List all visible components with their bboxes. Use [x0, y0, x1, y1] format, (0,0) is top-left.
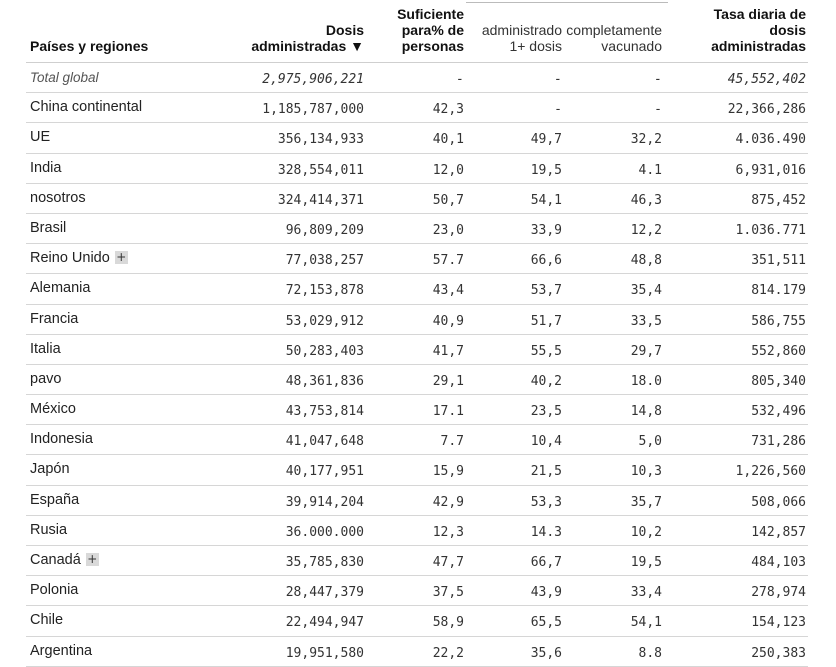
country-label: Reino Unido	[30, 250, 110, 267]
table-row	[26, 637, 808, 667]
country-label: Rusia	[30, 521, 68, 538]
row-one-dose: 51,7	[530, 313, 562, 329]
row-doses: 72,153,878	[285, 283, 364, 299]
table-header	[26, 0, 808, 63]
row-daily: 351,511	[751, 253, 806, 269]
row-name	[30, 522, 67, 539]
header-daily[interactable]: Tasa diaria de dosis administradas	[711, 6, 806, 54]
row-pct: 40,9	[432, 313, 464, 329]
country-label: India	[30, 159, 62, 176]
row-doses: 39,914,204	[285, 494, 364, 510]
country-label: nosotros	[30, 189, 86, 206]
country-label: Polonia	[30, 582, 79, 599]
row-fully: 8.8	[638, 645, 662, 661]
row-fully: 35,7	[630, 494, 662, 510]
row-one-dose: 43,9	[530, 585, 562, 601]
row-one-dose: 23,5	[530, 404, 562, 420]
row-pct: 15,9	[432, 464, 464, 480]
header-fully[interactable]: completamente vacunado	[566, 22, 662, 54]
row-doses: 22,494,947	[285, 615, 364, 631]
row-name	[30, 190, 86, 207]
row-name	[30, 371, 61, 388]
row-doses: 53,029,912	[285, 313, 364, 329]
row-name	[30, 401, 76, 418]
row-pct: 7.7	[440, 434, 464, 450]
row-one-dose: 66,6	[530, 253, 562, 269]
row-pct: 57.7	[432, 253, 464, 269]
row-doses: 43,753,814	[285, 404, 364, 420]
country-label: Chile	[30, 612, 64, 629]
row-one-dose: -	[554, 102, 562, 118]
country-label: Argentina	[30, 642, 93, 659]
row-pct: -	[456, 72, 464, 87]
row-name	[30, 160, 61, 177]
row-name	[30, 461, 70, 478]
sort-down-icon: ▼	[350, 38, 364, 54]
row-daily: 552,860	[751, 343, 806, 359]
row-one-dose: 33,9	[530, 222, 562, 238]
row-name	[30, 552, 99, 569]
row-fully: 12,2	[630, 222, 662, 238]
country-label: pavo	[30, 370, 62, 387]
row-doses: 35,785,830	[285, 555, 364, 570]
row-one-dose: 35,6	[530, 645, 562, 661]
country-label: Brasil	[30, 219, 67, 236]
row-daily: 22,366,286	[727, 102, 806, 118]
country-label: Japón	[30, 461, 70, 478]
row-doses: 40,177,951	[285, 464, 364, 480]
row-one-dose: 53,3	[530, 494, 562, 510]
row-pct: 29,1	[432, 373, 464, 389]
row-pct: 43,4	[432, 283, 464, 299]
row-daily: 250,383	[751, 645, 806, 661]
row-name	[30, 612, 63, 629]
table-row	[26, 365, 808, 395]
row-pct: 22,2	[432, 645, 464, 661]
country-label: UE	[30, 129, 51, 146]
row-daily: 6,931,016	[735, 162, 806, 178]
header-one-dose[interactable]: administrado 1+ dosis	[481, 22, 562, 54]
table-row	[26, 305, 808, 335]
row-doses: 77,038,257	[285, 253, 364, 269]
row-doses: 324,414,371	[277, 192, 364, 208]
row-pct: 41,7	[432, 343, 464, 359]
row-daily: 4.036.490	[735, 132, 806, 148]
row-daily: 586,755	[751, 313, 806, 329]
row-fully: 5,0	[638, 434, 662, 450]
row-one-dose: -	[554, 72, 562, 87]
row-name	[30, 492, 79, 509]
row-fully: -	[654, 72, 662, 87]
row-daily: 484,103	[751, 555, 806, 570]
row-fully: 10,2	[630, 524, 662, 540]
row-daily: 814.179	[751, 283, 806, 299]
row-daily: 45,552,402	[727, 72, 806, 87]
row-one-dose: 66,7	[530, 555, 562, 570]
row-one-dose: 65,5	[530, 615, 562, 631]
row-one-dose: 10,4	[530, 434, 562, 450]
row-one-dose: 21,5	[530, 464, 562, 480]
row-pct: 42,3	[432, 102, 464, 118]
row-daily: 278,974	[751, 585, 806, 601]
country-label: México	[30, 401, 76, 418]
expand-plus-icon[interactable]: +	[87, 552, 98, 566]
row-fully: 35,4	[630, 283, 662, 299]
row-one-dose: 40,2	[530, 373, 562, 389]
row-name	[30, 250, 128, 267]
row-name	[30, 129, 50, 146]
row-pct: 17.1	[432, 404, 464, 420]
header-pct[interactable]: Suficiente para% de personas	[397, 6, 464, 54]
row-fully: 18.0	[630, 373, 662, 389]
table-row	[26, 425, 808, 455]
row-pct: 50,7	[432, 192, 464, 208]
table-row	[26, 184, 808, 214]
row-fully: 14,8	[630, 404, 662, 420]
row-one-dose: 55,5	[530, 343, 562, 359]
row-fully: 46,3	[630, 192, 662, 208]
table-row	[26, 93, 808, 123]
table-row	[26, 486, 808, 516]
row-name	[30, 280, 90, 297]
row-doses: 50,283,403	[285, 343, 364, 359]
row-name: Total global	[30, 70, 99, 85]
table-row	[26, 546, 808, 576]
row-one-dose: 14.3	[530, 524, 562, 540]
table-row	[26, 154, 808, 184]
row-fully: 54,1	[630, 615, 662, 631]
table-row	[26, 274, 808, 304]
row-daily: 508,066	[751, 494, 806, 510]
row-doses: 28,447,379	[285, 585, 364, 601]
row-daily: 1,226,560	[735, 464, 806, 480]
total-row	[26, 63, 808, 93]
header-countries[interactable]: Países y regiones	[30, 38, 149, 54]
table-row	[26, 576, 808, 606]
row-pct: 47,7	[432, 555, 464, 570]
row-doses: 19,951,580	[285, 645, 364, 661]
row-daily: 154,123	[751, 615, 806, 631]
country-label: Canadá	[30, 552, 81, 568]
country-label: Indonesia	[30, 431, 93, 448]
row-pct: 40,1	[432, 132, 464, 148]
table-row	[26, 395, 808, 425]
vaccination-table	[26, 0, 808, 667]
row-daily: 532,496	[751, 404, 806, 420]
table-row	[26, 516, 808, 546]
row-name	[30, 220, 66, 237]
table-row	[26, 214, 808, 244]
table-row	[26, 455, 808, 485]
row-name	[30, 99, 142, 116]
row-doses: 1,185,787,000	[262, 102, 364, 118]
country-label: Italia	[30, 340, 61, 357]
row-pct: 58,9	[432, 615, 464, 631]
table-row	[26, 606, 808, 636]
row-fully: 32,2	[630, 132, 662, 148]
row-daily: 1.036.771	[735, 222, 806, 238]
row-fully: 4.1	[638, 162, 662, 178]
table-row	[26, 244, 808, 274]
row-pct: 42,9	[432, 494, 464, 510]
row-doses: 48,361,836	[285, 373, 364, 389]
row-name	[30, 341, 61, 358]
header-doses[interactable]: Dosis administradas ▼	[251, 22, 364, 54]
row-fully: -	[654, 102, 662, 118]
row-one-dose: 19,5	[530, 162, 562, 178]
row-fully: 33,4	[630, 585, 662, 601]
table-row	[26, 123, 808, 153]
expand-plus-icon[interactable]: +	[116, 250, 127, 265]
country-label: España	[30, 491, 80, 508]
country-label: Alemania	[30, 280, 91, 297]
row-daily: 731,286	[751, 434, 806, 450]
row-pct: 12,3	[432, 524, 464, 540]
row-fully: 19,5	[630, 555, 662, 570]
row-doses: 36.000.000	[285, 524, 364, 540]
row-doses: 96,809,209	[285, 222, 364, 238]
table-row	[26, 335, 808, 365]
row-daily: 142,857	[751, 524, 806, 540]
row-daily: 875,452	[751, 192, 806, 208]
row-daily: 805,340	[751, 373, 806, 389]
header-group-line	[466, 2, 668, 3]
row-doses: 41,047,648	[285, 434, 364, 450]
row-doses: 328,554,011	[277, 162, 364, 178]
row-fully: 10,3	[630, 464, 662, 480]
row-one-dose: 49,7	[530, 132, 562, 148]
row-name	[30, 582, 78, 599]
row-pct: 12,0	[432, 162, 464, 178]
row-pct: 23,0	[432, 222, 464, 238]
row-one-dose: 53,7	[530, 283, 562, 299]
row-one-dose: 54,1	[530, 192, 562, 208]
row-fully: 48,8	[630, 253, 662, 269]
row-name	[30, 643, 92, 660]
country-label: China continental	[30, 99, 143, 116]
row-fully: 29,7	[630, 343, 662, 359]
country-label: Francia	[30, 310, 79, 327]
row-pct: 37,5	[432, 585, 464, 601]
row-name	[30, 431, 93, 448]
row-fully: 33,5	[630, 313, 662, 329]
row-doses: 2,975,906,221	[262, 72, 364, 87]
row-name	[30, 311, 78, 328]
row-doses: 356,134,933	[277, 132, 364, 148]
